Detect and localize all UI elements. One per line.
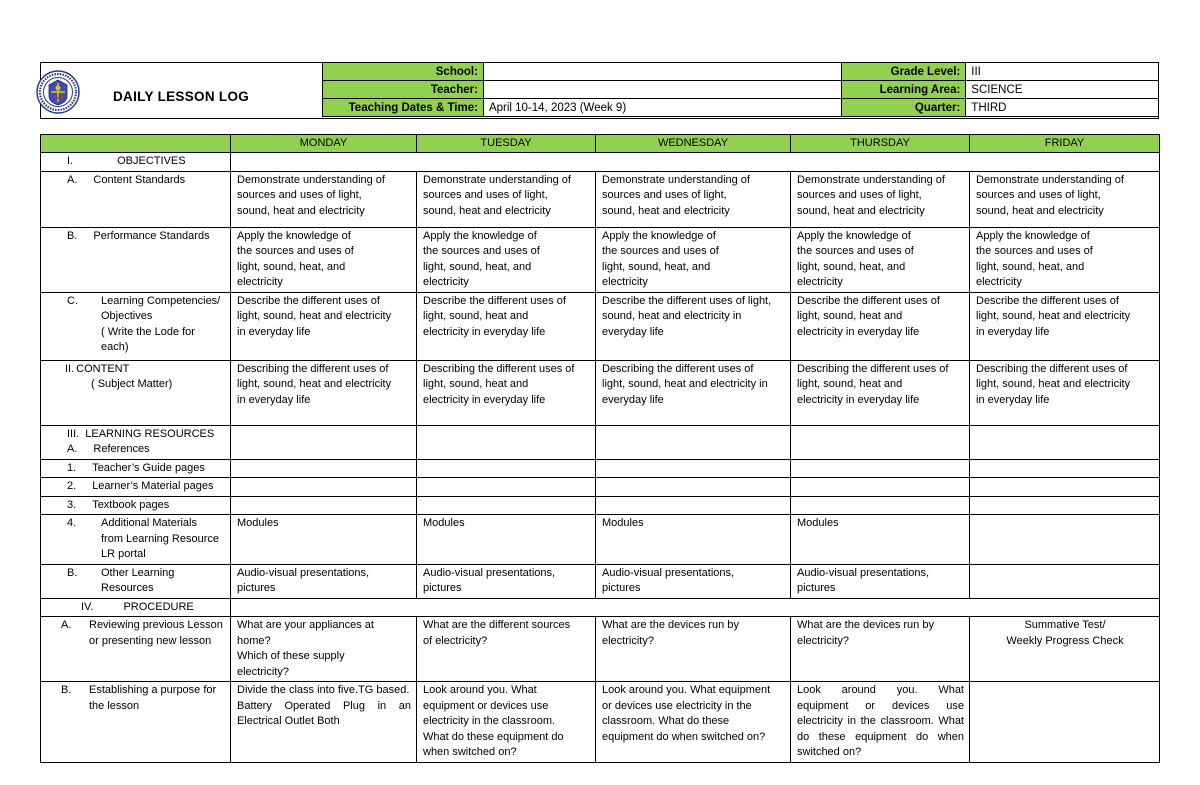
content-wed: Describing the different uses of light, sound, heat and electricity in everyday life [596, 360, 791, 425]
content-thu: Describing the different uses of light, sound, heat and electricity in everyday life [791, 360, 970, 425]
day-monday: MONDAY [231, 135, 417, 153]
reviewing-row [41, 617, 1160, 682]
competencies-fri: Describe the different uses of light, sound, heat and electricity in everyday life [970, 292, 1160, 360]
additional-materials-fri [970, 515, 1160, 565]
additional-materials-wed: Modules [596, 515, 791, 565]
tg-pages-row [41, 459, 1160, 478]
teaching-dates-value: April 10-14, 2023 (Week 9) [483, 99, 841, 117]
content-standards-thu: Demonstrate understanding of sources and uses of light, sound, heat and electricity [791, 171, 970, 227]
performance-standards-mon: Apply the knowledge of the sources and uses of light, sound, heat, and electricity [231, 227, 417, 292]
header-info-table [322, 62, 1159, 117]
other-resources-row [41, 564, 1160, 598]
objectives-label: I. OBJECTIVES [41, 153, 231, 172]
lesson-log-table [40, 134, 1160, 763]
additional-materials-thu: Modules [791, 515, 970, 565]
reviewing-thu: What are the devices run by electricity? [791, 617, 970, 682]
content-standards-row [41, 171, 1160, 227]
competencies-mon: Describe the different uses of light, sound, heat and electricity in everyday life [231, 292, 417, 360]
textbook-pages-label: 3. Textbook pages [41, 496, 231, 515]
purpose-wed: Look around you. What equipment or devices use electricity in the classroom. What do these equipment do when switched on? [596, 682, 791, 763]
lm-pages-label: 2. Learner’s Material pages [41, 478, 231, 497]
performance-standards-fri: Apply the knowledge of the sources and uses of light, sound, heat, and electricity [970, 227, 1160, 292]
other-resources-thu: Audio-visual presentations, pictures [791, 564, 970, 598]
teaching-dates-label: Teaching Dates & Time: [323, 99, 484, 117]
competencies-wed: Describe the different uses of light, sound, heat and electricity in everyday life [596, 292, 791, 360]
performance-standards-tue: Apply the knowledge of the sources and uses of light, sound, heat, and electricity [417, 227, 596, 292]
reviewing-wed: What are the devices run by electricity? [596, 617, 791, 682]
performance-standards-wed: Apply the knowledge of the sources and uses of light, sound, heat, and electricity [596, 227, 791, 292]
content-fri: Describing the different uses of light, sound, heat and electricity in everyday life [970, 360, 1160, 425]
school-label: School: [323, 63, 484, 81]
textbook-pages-row [41, 496, 1160, 515]
purpose-row [41, 682, 1160, 763]
quarter-label: Quarter: [842, 99, 966, 117]
additional-materials-tue: Modules [417, 515, 596, 565]
competencies-row [41, 292, 1160, 360]
day-tuesday: TUESDAY [417, 135, 596, 153]
deped-seal-icon [36, 70, 80, 114]
day-header-row [41, 135, 1160, 153]
grade-level-value: III [966, 63, 1159, 81]
content-standards-wed: Demonstrate understanding of sources and uses of light, sound, heat and electricity [596, 171, 791, 227]
lm-pages-row [41, 478, 1160, 497]
reviewing-label: A. Reviewing previous Lesson or presenting new lesson [41, 617, 231, 682]
reviewing-tue: What are the different sources of electricity? [417, 617, 596, 682]
other-resources-label: B. Other Learning Resources [41, 564, 231, 598]
objectives-row [41, 153, 1160, 172]
grade-level-label: Grade Level: [842, 63, 966, 81]
performance-standards-label: B. Performance Standards [41, 227, 231, 292]
additional-materials-mon: Modules [231, 515, 417, 565]
school-value [483, 63, 841, 81]
additional-materials-row [41, 515, 1160, 565]
daily-lesson-log-title: DAILY LESSON LOG [113, 89, 250, 104]
learning-area-value: SCIENCE [966, 81, 1159, 99]
other-resources-tue: Audio-visual presentations, pictures [417, 564, 596, 598]
additional-materials-label: 4. Additional Materials from Learning Resource LR portal [41, 515, 231, 565]
day-wednesday: WEDNESDAY [596, 135, 791, 153]
purpose-label: B. Establishing a purpose for the lesson [41, 682, 231, 763]
purpose-mon: Divide the class into five.TG based. Battery Operated Plug in an Electrical Outlet Both [231, 682, 417, 763]
other-resources-fri [970, 564, 1160, 598]
performance-standards-row [41, 227, 1160, 292]
content-label: II. CONTENT ( Subject Matter) [41, 360, 231, 425]
content-row [41, 360, 1160, 425]
purpose-tue: Look around you. What equipment or devices use electricity in the classroom. What do these equipment do when switched on? [417, 682, 596, 763]
content-standards-mon: Demonstrate understanding of sources and uses of light, sound, heat and electricity [231, 171, 417, 227]
learning-resources-label: III. LEARNING RESOURCES A. References [41, 425, 231, 459]
teacher-value [483, 81, 841, 99]
tg-pages-label: 1. Teacher’s Guide pages [41, 459, 231, 478]
reviewing-fri: Summative Test/ Weekly Progress Check [970, 617, 1160, 682]
procedure-span-cell [231, 598, 1160, 617]
objectives-span-cell [231, 153, 1160, 172]
day-thursday: THURSDAY [791, 135, 970, 153]
purpose-thu: Look around you. What equipment or devices use electricity in the classroom. What do these equipment do when switched on? [791, 682, 970, 763]
competencies-thu: Describe the different uses of light, sound, heat and electricity in everyday life [791, 292, 970, 360]
corner-cell [41, 135, 231, 153]
content-standards-tue: Demonstrate understanding of sources and uses of light, sound, heat and electricity [417, 171, 596, 227]
procedure-row [41, 598, 1160, 617]
quarter-value: THIRD [966, 99, 1159, 117]
purpose-fri [970, 682, 1160, 763]
procedure-label: IV. PROCEDURE [41, 598, 231, 617]
competencies-label: C. Learning Competencies/ Objectives ( Write the Lode for each) [41, 292, 231, 360]
content-tue: Describing the different uses of light, sound, heat and electricity in everyday life [417, 360, 596, 425]
reviewing-mon: What are your appliances at home? Which of these supply electricity? [231, 617, 417, 682]
content-standards-fri: Demonstrate understanding of sources and uses of light, sound, heat and electricity [970, 171, 1160, 227]
teacher-label: Teacher: [323, 81, 484, 99]
learning-area-label: Learning Area: [842, 81, 966, 99]
day-friday: FRIDAY [970, 135, 1160, 153]
other-resources-wed: Audio-visual presentations, pictures [596, 564, 791, 598]
content-mon: Describing the different uses of light, sound, heat and electricity in everyday life [231, 360, 417, 425]
competencies-tue: Describe the different uses of light, sound, heat and electricity in everyday life [417, 292, 596, 360]
other-resources-mon: Audio-visual presentations, pictures [231, 564, 417, 598]
content-standards-label: A. Content Standards [41, 171, 231, 227]
performance-standards-thu: Apply the knowledge of the sources and uses of light, sound, heat, and electricity [791, 227, 970, 292]
learning-resources-row [41, 425, 1160, 459]
